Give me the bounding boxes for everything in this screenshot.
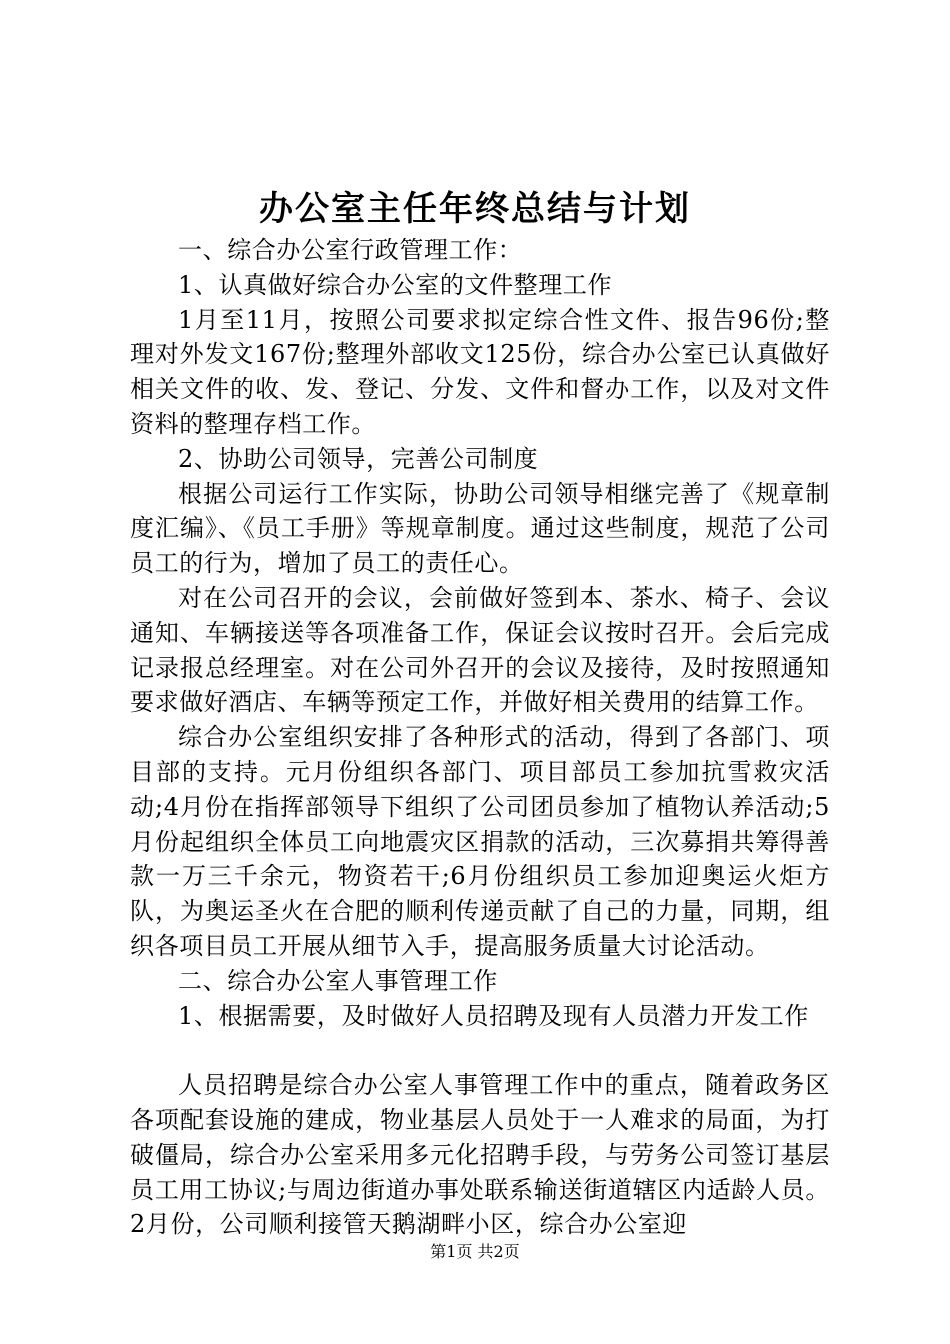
subsection-heading-rules: 2、协助公司领导，完善公司制度 (178, 444, 539, 473)
document-title: 办公室主任年终总结与计划 (259, 189, 691, 229)
paragraph-activities: 综合办公室组织安排了各种形式的活动，得到了各部门、项目部的支持。元月份组织各部门、项目部员工参加抗雪救灾活动;4月份在指挥部领导下组织了公司团员参加了植物认养活动;5月份起组织全体员工向地震灾区捐款的活动，三次募捐共筹得善款一万三千余元，物资若干;6月份组织员工参加迎奥运火炬方队，为奥运圣火在合肥的顺利传递贡献了自己的力量，同期，组织各项目员工开展从细节入手，提高服务质量大讨论活动。 (130, 723, 830, 960)
section-heading-hr: 二、综合办公室人事管理工作 (178, 966, 498, 995)
paragraph-rules: 根据公司运行工作实际，协助公司领导相继完善了《规章制度汇编》、《员工手册》等规章制度。通过这些制度，规范了公司员工的行为，增加了员工的责任心。 (130, 479, 830, 578)
paragraph-meetings: 对在公司召开的会议，会前做好签到本、茶水、椅子、会议通知、车辆接送等各项准备工作，保证会议按时召开。会后完成记录报总经理室。对在公司外召开的会议及接待，及时按照通知要求做好酒店、车辆等预定工作，并做好相关费用的结算工作。 (130, 583, 830, 717)
document-body (130, 233, 830, 1242)
paragraph-files: 1月至11月，按照公司要求拟定综合性文件、报告96份;整理对外发文167份;整理外部收文125份，综合办公室已认真做好相关文件的收、发、登记、分发、文件和督办工作，以及对文件资料的整理存档工作。 (130, 305, 830, 438)
paragraph-recruitment: 人员招聘是综合办公室人事管理工作中的重点，随着政务区各项配套设施的建成，物业基层人员处于一人难求的局面，为打破僵局，综合办公室采用多元化招聘手段，与劳务公司签订基层员工用工协议;与周边街道办事处联系输送街道辖区内适龄人员。2月份，公司顺利接管天鹅湖畔小区，综合办公室迎 (130, 1071, 830, 1239)
subsection-heading-recruitment: 1、根据需要，及时做好人员招聘及现有人员潜力开发工作 (178, 1001, 809, 1030)
page-footer: 第1页 共2页 (430, 1242, 520, 1261)
subsection-heading-files: 1、认真做好综合办公室的文件整理工作 (178, 270, 613, 299)
section-heading-admin: 一、综合办公室行政管理工作： (178, 236, 523, 264)
